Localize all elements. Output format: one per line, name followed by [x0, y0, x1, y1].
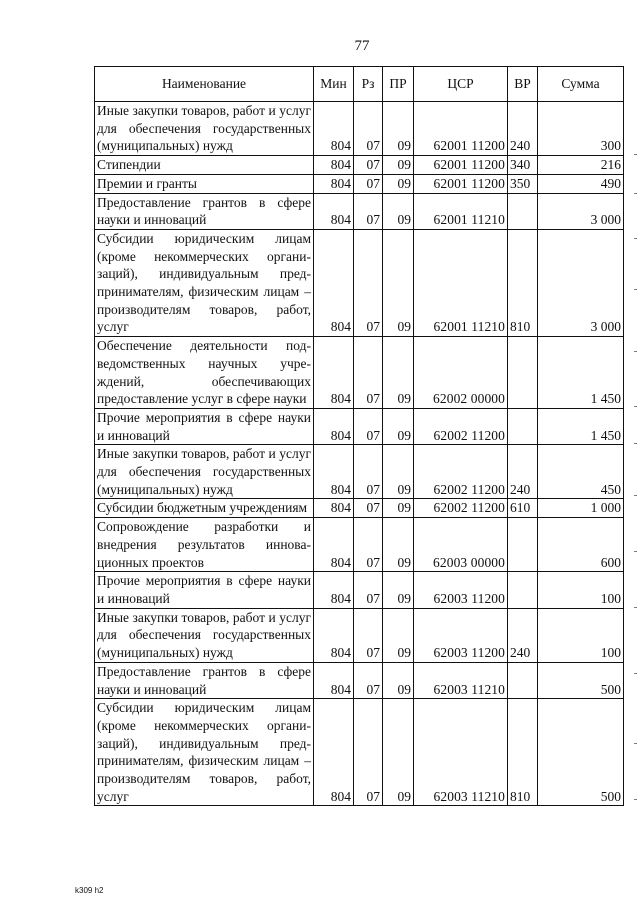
header-csr: ЦСР: [414, 67, 508, 102]
row-pr: 09: [383, 408, 414, 444]
row-name: Обеспечение деятельности подведомственных научных учреждений, обеспечивающих предоставление услуг в сфере науки: [95, 337, 314, 409]
row-vr: 810: [508, 229, 538, 336]
row-min: 804: [314, 156, 354, 175]
row-sum: 1 450: [538, 337, 624, 409]
row-min: 804: [314, 193, 354, 229]
row-pr: 09: [383, 499, 414, 518]
table-row: [95, 499, 624, 518]
row-pr: 09: [383, 662, 414, 698]
row-vr: [508, 337, 538, 409]
budget-table: [94, 66, 624, 806]
header-vr: ВР: [508, 67, 538, 102]
row-min: 804: [314, 445, 354, 499]
row-pr: 09: [383, 102, 414, 156]
row-pr: 09: [383, 518, 414, 572]
row-csr: 62002 00000: [414, 337, 508, 409]
row-rz: 07: [354, 608, 383, 662]
table-row: [95, 102, 624, 156]
table-header-row: [95, 67, 624, 102]
row-pr: 09: [383, 229, 414, 336]
row-name: Прочие мероприятия в сфере науки и инноваций: [95, 572, 314, 608]
row-csr: 62002 11200: [414, 445, 508, 499]
table-row: [95, 408, 624, 444]
table-row: [95, 518, 624, 572]
header-min: Мин: [314, 67, 354, 102]
table-row: [95, 193, 624, 229]
row-csr: 62003 00000: [414, 518, 508, 572]
row-min: 804: [314, 572, 354, 608]
row-sum: 300: [538, 102, 624, 156]
row-csr: 62003 11210: [414, 699, 508, 806]
page-number: 77: [354, 38, 370, 54]
row-rz: 07: [354, 193, 383, 229]
table-row: [95, 156, 624, 175]
row-name: Стипендии: [95, 156, 314, 175]
row-vr: [508, 572, 538, 608]
row-csr: 62001 11210: [414, 193, 508, 229]
row-min: 804: [314, 499, 354, 518]
row-vr: [508, 662, 538, 698]
row-sum: 450: [538, 445, 624, 499]
table-row: [95, 337, 624, 409]
row-name: Сопровождение разработки и внедрения результатов инновационных проектов: [95, 518, 314, 572]
row-rz: 07: [354, 518, 383, 572]
row-csr: 62003 11200: [414, 572, 508, 608]
row-pr: 09: [383, 608, 414, 662]
header-pr: ПР: [383, 67, 414, 102]
row-min: 804: [314, 699, 354, 806]
row-vr: 240: [508, 608, 538, 662]
header-sum: Сумма: [538, 67, 624, 102]
row-name: Субсидии юридическим лицам (кроме некоммерческих организаций), индивидуальным предпринимателям, физическим лицам – производителям товаров, работ, услуг: [95, 229, 314, 336]
row-csr: 62003 11210: [414, 662, 508, 698]
row-min: 804: [314, 518, 354, 572]
table-row: [95, 608, 624, 662]
row-rz: 07: [354, 174, 383, 193]
row-name: Субсидии юридическим лицам (кроме некоммерческих организаций), индивидуальным предпринимателям, физическим лицам – производителям товаров, работ, услуг: [95, 699, 314, 806]
row-rz: 07: [354, 156, 383, 175]
row-sum: 100: [538, 608, 624, 662]
row-vr: [508, 518, 538, 572]
row-pr: 09: [383, 174, 414, 193]
row-rz: 07: [354, 662, 383, 698]
row-sum: 500: [538, 699, 624, 806]
row-min: 804: [314, 102, 354, 156]
row-pr: 09: [383, 699, 414, 806]
row-name: Предоставление грантов в сфере науки и инноваций: [95, 193, 314, 229]
row-pr: 09: [383, 156, 414, 175]
row-rz: 07: [354, 445, 383, 499]
table-row: [95, 229, 624, 336]
row-sum: 100: [538, 572, 624, 608]
row-rz: 07: [354, 408, 383, 444]
header-name: Наименование: [95, 67, 314, 102]
row-csr: 62001 11200: [414, 156, 508, 175]
row-sum: 500: [538, 662, 624, 698]
row-name: Субсидии бюджетным учреждениям: [95, 499, 314, 518]
row-min: 804: [314, 229, 354, 336]
row-csr: 62001 11210: [414, 229, 508, 336]
row-name: Иные закупки товаров, работ и услуг для обеспечения государственных (муниципальных) нужд: [95, 608, 314, 662]
row-csr: 62001 11200: [414, 102, 508, 156]
row-vr: 240: [508, 102, 538, 156]
table-row: [95, 445, 624, 499]
row-sum: 1 000: [538, 499, 624, 518]
row-csr: 62003 11200: [414, 608, 508, 662]
scan-margin-marks: [633, 146, 640, 846]
row-sum: 600: [538, 518, 624, 572]
row-sum: 3 000: [538, 193, 624, 229]
row-min: 804: [314, 408, 354, 444]
row-pr: 09: [383, 572, 414, 608]
row-sum: 490: [538, 174, 624, 193]
row-rz: 07: [354, 699, 383, 806]
row-min: 804: [314, 174, 354, 193]
row-csr: 62002 11200: [414, 408, 508, 444]
row-rz: 07: [354, 102, 383, 156]
row-pr: 09: [383, 445, 414, 499]
header-rz: Рз: [354, 67, 383, 102]
row-pr: 09: [383, 337, 414, 409]
row-rz: 07: [354, 229, 383, 336]
row-vr: 350: [508, 174, 538, 193]
row-name: Иные закупки товаров, работ и услуг для обеспечения государственных (муниципальных) нужд: [95, 445, 314, 499]
table-row: [95, 699, 624, 806]
row-vr: 810: [508, 699, 538, 806]
row-vr: 240: [508, 445, 538, 499]
row-csr: 62001 11200: [414, 174, 508, 193]
row-min: 804: [314, 608, 354, 662]
row-name: Предоставление грантов в сфере науки и инноваций: [95, 662, 314, 698]
row-pr: 09: [383, 193, 414, 229]
row-rz: 07: [354, 572, 383, 608]
row-name: Иные закупки товаров, работ и услуг для обеспечения государственных (муниципальных) нужд: [95, 102, 314, 156]
table-row: [95, 662, 624, 698]
row-vr: [508, 408, 538, 444]
table-row: [95, 572, 624, 608]
row-min: 804: [314, 337, 354, 409]
row-rz: 07: [354, 499, 383, 518]
row-min: 804: [314, 662, 354, 698]
row-rz: 07: [354, 337, 383, 409]
row-vr: 340: [508, 156, 538, 175]
row-vr: 610: [508, 499, 538, 518]
row-csr: 62002 11200: [414, 499, 508, 518]
table-row: [95, 174, 624, 193]
row-sum: 1 450: [538, 408, 624, 444]
row-name: Прочие мероприятия в сфере науки и инноваций: [95, 408, 314, 444]
row-sum: 3 000: [538, 229, 624, 336]
row-vr: [508, 193, 538, 229]
footer-code: k309 h2: [75, 886, 104, 895]
row-name: Премии и гранты: [95, 174, 314, 193]
row-sum: 216: [538, 156, 624, 175]
